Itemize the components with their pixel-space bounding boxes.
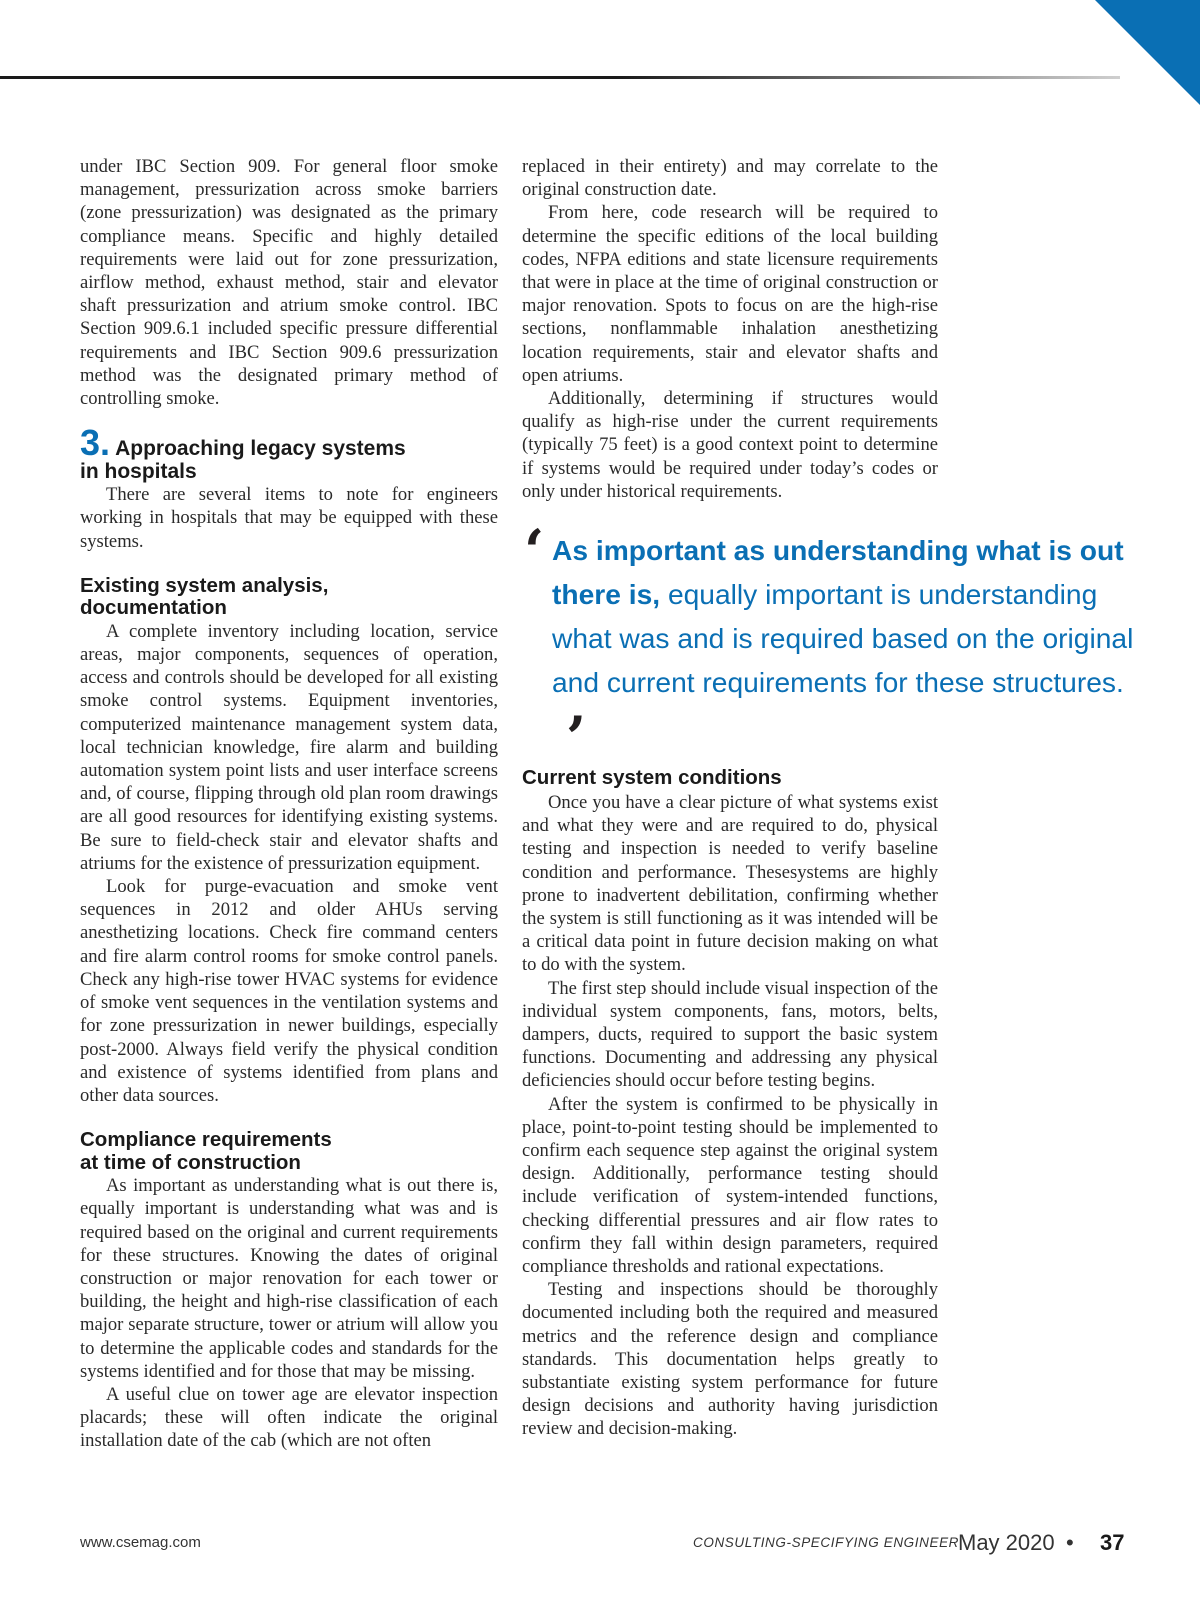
footer-website[interactable]: www.csemag.com: [80, 1534, 201, 1551]
current-paragraph-4: Testing and inspections should be thoroughly documented including both the required and measured metrics and the reference design and compliance standards. This documentation helps greatly to substantiate existing system performance for future design decisions and authority having jurisdiction review and decision-making.: [522, 1279, 938, 1440]
close-quote-mark: ’: [566, 704, 587, 772]
existing-title-line2: documentation: [80, 596, 227, 620]
compliance-title-line1: Compliance requirements: [80, 1128, 332, 1152]
current-conditions-heading: Current system conditions: [522, 766, 782, 789]
existing-title-line1: Existing system analysis,: [80, 573, 329, 597]
pull-quote-bold: As important as understanding what is out there is,: [552, 534, 1124, 610]
current-paragraph-1: Once you have a clear picture of what systems exist and what they were and are required to do, physical testing and inspection is needed to verify baseline condition and performance. Thesesystems are highly prone to inadvertent debilitation, confirming whether the system is still functioning as it was intended will be a critical data point in future decision making on what to do with the system.: [522, 792, 938, 976]
intro-paragraph: under IBC Section 909. For general floor smoke management, pressurization across smoke barriers (zone pressurization) was designated as the primary compliance means. Specific and highly detailed requirements were laid out for zone pressurization, airflow method, exhaust method, stair and elevator shaft pressurization and atrium smoke control. IBC Section 909.6.1 included specific pressure differential requirements and IBC Section 909.6 pressurization method was the designated primary method of controlling smoke.: [80, 156, 498, 410]
section-number: 3.: [80, 422, 111, 464]
footer-separator: •: [1066, 1530, 1074, 1555]
code-research-paragraph: From here, code research will be required to determine the specific editions of the local building codes, NFPA editions and state licensure requirements that were in place at the time of original construction or major renovation. Spots to focus on are the high-rise sections, nonflammable inhalation anesthetizing location requirements, stair and elevator shafts and open atriums.: [522, 202, 938, 386]
pull-quote-rest: equally important is understanding what was and is required based on the original and current requirements for these structures.: [552, 578, 1134, 698]
corner-accent-triangle: [1095, 0, 1200, 105]
left-column: [80, 155, 498, 1453]
compliance-paragraph-1: As important as understanding what is out there is, equally important is understanding what was and is required based on the original and current requirements for these structures. Knowing the dates of original construction or major renovation for each tower or building, the height and high-rise classification of each major separate structure, tower or atrium will allow you to determine the applicable codes and standards for the systems identified and for those that may be missing.: [80, 1175, 498, 1382]
page-footer: [0, 1530, 1200, 1560]
current-conditions-body: [522, 791, 938, 1441]
continued-paragraph: replaced in their entirety) and may correlate to the original construction date.: [522, 156, 938, 201]
section-title-line1: Approaching legacy systems: [115, 437, 406, 461]
existing-analysis-heading: [80, 575, 498, 620]
footer-date: May 2020: [958, 1530, 1055, 1555]
footer-publication: CONSULTING-SPECIFYING ENGINEER: [693, 1535, 960, 1550]
high-rise-paragraph: Additionally, determining if structures would qualify as high-rise under the current requirements (typically 75 feet) is a good context point to determine if systems would be required under today’s codes or only under historical requirements.: [522, 388, 938, 502]
open-quote-mark: ‘: [524, 517, 545, 585]
pull-quote: [522, 517, 1152, 772]
compliance-paragraph-2: A useful clue on tower age are elevator inspection placards; these will often indicate the original installation date of the cab (which are not often: [80, 1383, 498, 1452]
existing-paragraph-2: Look for purge-evacuation and smoke vent sequences in 2012 and older AHUs serving anesthetizing locations. Check fire command centers and fire alarm control rooms for smoke control panels. Check any high-rise tower HVAC systems for evidence of smoke vent sequences in the ventilation systems and for zone pressurization in newer buildings, especially post-2000. Always field verify the physical condition and existence of systems identified from plans and other data sources.: [80, 876, 498, 1106]
pull-quote-text: [522, 528, 1152, 772]
compliance-title-line2: at time of construction: [80, 1150, 301, 1174]
compliance-heading: [80, 1129, 498, 1174]
current-paragraph-2: The first step should include visual inspection of the individual system components, fans, motors, belts, dampers, ducts, required to support the basic system functions. Documenting and addressing any physical deficiencies should occur before testing begins.: [522, 977, 938, 1092]
page-number: 37: [1100, 1530, 1125, 1555]
existing-paragraph-1: A complete inventory including location, service areas, major components, sequences of operation, access and controls should be developed for all existing smoke control systems. Equipment inventories, computerized maintenance management system data, local technician knowledge, fire alarm and building automation system point lists and user interface screens and, of course, flipping through old plan room drawings are all good resources for identifying existing systems. Be sure to field-check stair and elevator shafts and atriums for the existence of pressurization equipment.: [80, 620, 498, 874]
top-rule: [0, 76, 1120, 79]
current-paragraph-3: After the system is confirmed to be physically in place, point-to-point testing should be implemented to confirm each sequence step against the original system design. Additionally, performance testing should include verification of system-intended functions, checking differential pressures and air flow rates to confirm they fall within design parameters, required compliance thresholds and rational expectations.: [522, 1093, 938, 1278]
section-3-paragraph: There are several items to note for engineers working in hospitals that may be equipped with these systems.: [80, 484, 498, 552]
section-title-line2: in hospitals: [80, 460, 197, 484]
section-3-heading: [80, 422, 498, 484]
